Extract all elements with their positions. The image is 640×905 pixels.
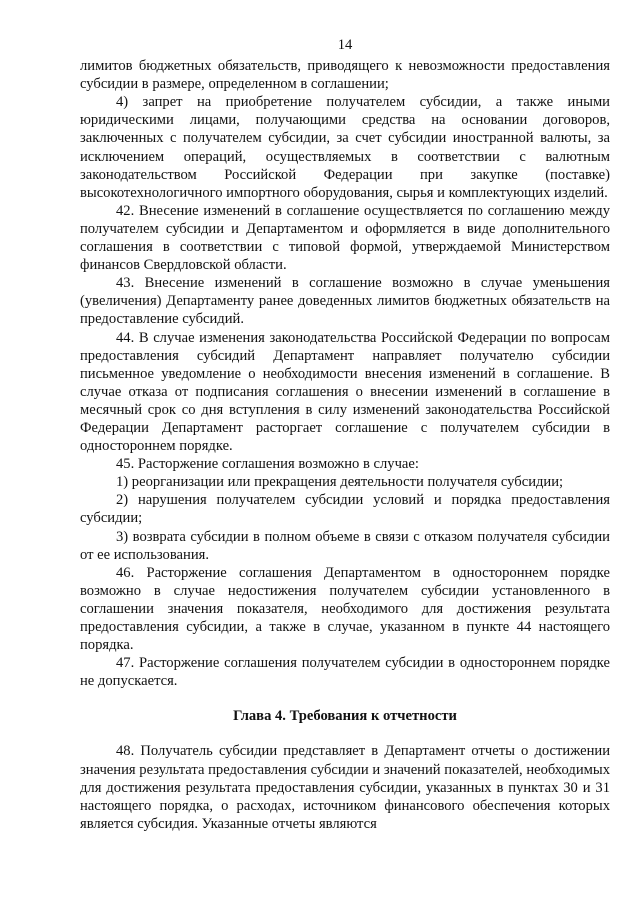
chapter-heading: Глава 4. Требования к отчетности <box>233 708 457 725</box>
document-page <box>80 36 610 833</box>
paragraph-43: 43. Внесение изменений в соглашение возможно в случае уменьшения (увеличения) Департаменту ранее доведенных лимитов бюджетных обязательств на предоставление субсидий. <box>80 275 610 328</box>
spacer <box>80 690 610 707</box>
paragraph-45-item-3: 3) возврата субсидии в полном объеме в связи с отказом получателя субсидии от ее использования. <box>80 528 610 563</box>
paragraph-42: 42. Внесение изменений в соглашение осуществляется по соглашению между получателем субсидии и Департаментом и оформляется в виде дополнительного соглашения в соответствии с типовой формой, утверждаемой Министерством финансов Свердловской области. <box>80 202 610 274</box>
paragraph-44: 44. В случае изменения законодательства Российской Федерации по вопросам предоставления субсидий Департамент направляет получателю субсидии письменное уведомление о необходимости внесения изменений в соглашение. В случае отказа от подписания соглашения о внесении изменений в соглашение в месячный срок со дня вступления в силу изменений законодательства Российской Федерации Департамент расторгает соглашение с получателем субсидии в одностороннем порядке. <box>80 329 610 455</box>
paragraph-47: 47. Расторжение соглашения получателем субсидии в одностороннем порядке не допускается. <box>80 655 610 690</box>
paragraph-45-item-1: 1) реорганизации или прекращения деятельности получателя субсидии; <box>116 474 564 491</box>
paragraph-45: 45. Расторжение соглашения возможно в случае: <box>116 456 419 473</box>
paragraph-item-4: 4) запрет на приобретение получателем субсидии, а также иными юридическими лицами, получающими средства на основании договоров, заключенных с получателем субсидии, за счет субсидии иностранной валюты, за исключением операций, осуществляемых в соответствии с валютным законодательством Российской Федерации при закупке (поставке) высокотехнологичного импортного оборудования, сырья и комплектующих изделий. <box>80 94 610 201</box>
paragraph-continuation: лимитов бюджетных обязательств, приводящего к невозможности предоставления субсидии в размере, определенном в соглашении; <box>80 58 610 93</box>
paragraph-45-item-2: 2) нарушения получателем субсидии условий и порядка предоставления субсидии; <box>80 492 610 527</box>
paragraph-48: 48. Получатель субсидии представляет в Департамент отчеты о достижении значения результата предоставления субсидии и значений показателей, необходимых для достижения результата предоставления субсидии, указанных в пунктах 30 и 31 настоящего порядка, о расходах, источником финансового обеспечения которых является субсидия. Указанные отчеты являются <box>80 743 610 832</box>
page-number: 14 <box>337 37 353 53</box>
paragraph-46: 46. Расторжение соглашения Департаментом в одностороннем порядке возможно в случае недостижения получателем субсидии установленного в соглашении значения показателя, необходимого для достижения результата предоставления субсидии, а также в случае, указанном в пункте 44 настоящего порядка. <box>80 564 610 654</box>
spacer <box>80 725 610 742</box>
